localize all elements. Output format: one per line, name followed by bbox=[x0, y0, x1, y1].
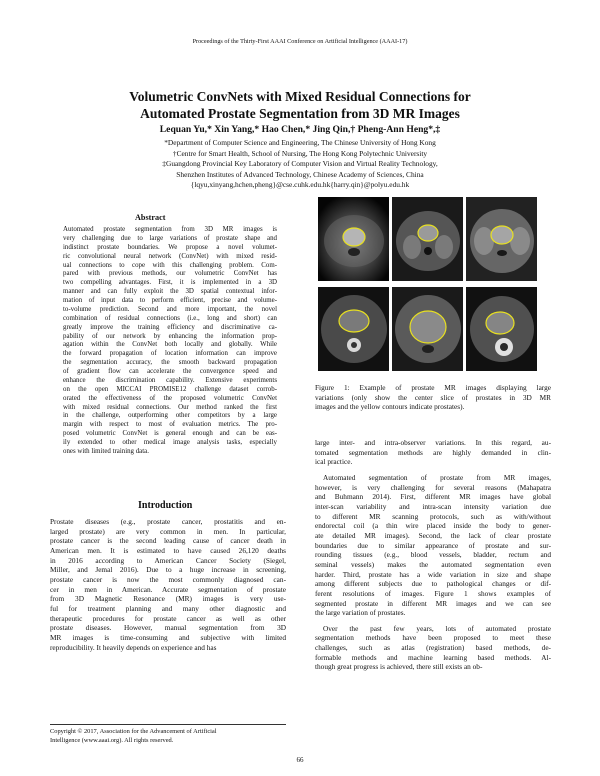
mr-image-1 bbox=[318, 197, 389, 281]
abstract-line: pability of our network by enhancing the information prop- bbox=[63, 332, 277, 340]
paragraph-line: seminal vessels) makes the automated segmentation even bbox=[315, 559, 551, 569]
intro-line: ful for treatment planning and many other diagnostic and bbox=[50, 603, 286, 613]
abstract-line: agation within the ConvNet both locally and globally. While bbox=[63, 341, 277, 349]
abstract-line: very challenging due to large variations of prostate shape and bbox=[63, 234, 277, 242]
copyright-line-1: Copyright © 2017, Association for the Advancement of Artificial bbox=[50, 728, 217, 735]
paragraph-line: Automated segmentation of prostate from MR images, bbox=[323, 472, 551, 482]
abstract-line: margin with respect to most of evaluation metrics. The pro- bbox=[63, 421, 277, 429]
abstract-line: greatly improve the training efficiency and discriminative ca- bbox=[63, 323, 277, 331]
affiliations bbox=[40, 138, 560, 191]
caption-line: variations (only show the center slice of prostates in 3D MR bbox=[315, 392, 551, 402]
introduction-body bbox=[50, 517, 286, 652]
mr-image-5 bbox=[392, 287, 463, 371]
intro-line: prostate cancer is the second leading cause of cancer death in bbox=[50, 536, 286, 546]
mr-image-2 bbox=[392, 197, 463, 281]
abstract-line: the forward propagation of location information can improve bbox=[63, 350, 277, 358]
abstract-line: manner and can fully exploit the 3D spatial contextual infor- bbox=[63, 288, 277, 296]
abstract-line: ual connections to cope with this challenging problem. Com- bbox=[63, 261, 277, 269]
intro-line: cer in men in American. Accurate segmentation of prostate bbox=[50, 584, 286, 594]
paragraph-line: ate detailed MR images). Second, the lack of clear prostate bbox=[315, 530, 551, 540]
paragraph-line: among different subjects due to pathological changes or dif- bbox=[315, 579, 551, 589]
paragraph-line: and Buhmann 2014). First, different MR images have global bbox=[315, 492, 551, 502]
title-line-2: Automated Prostate Segmentation from 3D MR Images bbox=[140, 106, 460, 121]
paragraph-line: challenges, such as atlas (registration) based methods, de- bbox=[315, 643, 551, 653]
paragraph-line: though great progress is achieved, there still exists an ob- bbox=[315, 662, 483, 672]
paragraph-line: boundaries due to similar appearance of prostate and sur- bbox=[315, 540, 551, 550]
authors: Lequan Yu,* Xin Yang,* Hao Chen,* Jing Qin,† Pheng-Ann Heng*,‡ bbox=[159, 124, 441, 135]
abstract-line: pared with previous methods, our volumetric ConvNet has bbox=[63, 270, 277, 278]
paragraph-line: endorectal coil (a thin wire placed inside the body to gener- bbox=[315, 521, 551, 531]
abstract-line: the segmentation accuracy, the smooth backward propagation bbox=[63, 359, 277, 367]
affiliation-3: ‡Guangdong Provincial Key Laboratory of Computer Vision and Virtual Reality Technology, bbox=[162, 159, 438, 169]
page-number: 66 bbox=[296, 756, 304, 764]
paragraph-line: the large variation of prostates. bbox=[315, 608, 406, 618]
intro-line: from 3D Magnetic Resonance (MR) images is very use- bbox=[50, 594, 286, 604]
intro-line: prostate diseases. However, manual segmentation from 3D bbox=[50, 623, 286, 633]
abstract-line: ones with limited training data. bbox=[63, 447, 149, 455]
paragraph-line: formable methods and machine learning based methods. Al- bbox=[315, 652, 551, 662]
affiliation-4: Shenzhen Institutes of Advanced Technology, Chinese Academy of Sciences, China bbox=[176, 169, 424, 179]
proceedings-header: Proceedings of the Thirty-First AAAI Conference on Artificial Intelligence (AAAI-17) bbox=[192, 38, 408, 45]
emails: {lqyu,xinyang,hchen,pheng}@cse.cuhk.edu.hk{harry.qin}@polyu.edu.hk bbox=[190, 180, 410, 190]
abstract-line: Automated prostate segmentation from 3D MR images is bbox=[63, 226, 277, 233]
figure-1-caption bbox=[315, 383, 551, 412]
abstract-line: two compelling advantages. First, it is implemented in a 3D bbox=[63, 279, 277, 287]
abstract-line: on the open MICCAI PROMISE12 challenge dataset corrob- bbox=[63, 385, 277, 393]
paragraph-line: segmentation methods have been proposed to meet these bbox=[315, 633, 551, 643]
introduction-heading: Introduction bbox=[138, 500, 193, 511]
paragraph-line: ical practice. bbox=[315, 457, 353, 467]
abstract-line: indistinct prostate boundaries. We propose a novel volumet- bbox=[63, 243, 277, 251]
intro-line: larged prostate) are very common in men. In particular, bbox=[50, 526, 286, 536]
paragraph-line: harder. Third, prostate has a wide variation in size and shape bbox=[315, 569, 551, 579]
copyright-notice bbox=[50, 728, 286, 745]
intro-line: Miller, and Jemal 2016). Due to a huge increase in screening, bbox=[50, 565, 286, 575]
abstract-line: enhance the discrimination capability. Extensive experiments bbox=[63, 376, 277, 384]
title-line-1: Volumetric ConvNets with Mixed Residual Connections for bbox=[129, 89, 471, 104]
intro-line: in 2016 according to American Cancer Society (Siegel, bbox=[50, 555, 286, 565]
abstract-body bbox=[63, 226, 277, 457]
paragraph-line: rounding tissues (e.g., blood vessels, bladder, rectum and bbox=[315, 550, 551, 560]
abstract-line: ily extended to other medical image analysis tasks, especially bbox=[63, 439, 277, 446]
paragraph-line: however, is very challenging for several reasons (Mahapatra bbox=[315, 482, 551, 492]
abstract-line: in the challenge, outperforming other competitors by a large bbox=[63, 412, 277, 420]
paragraph-line: tomated segmentation methods are highly demanded in clin- bbox=[315, 447, 551, 457]
paragraph-line: to different MR scanning protocols, such as with/without bbox=[315, 511, 551, 521]
caption-line: images and the yellow contours indicate prostates). bbox=[315, 402, 465, 412]
footnote-rule bbox=[50, 724, 286, 725]
abstract-heading: Abstract bbox=[135, 213, 166, 222]
mr-image-6 bbox=[466, 287, 537, 371]
intro-line: reproducibility. It heavily depends on experience and has bbox=[50, 642, 217, 652]
mr-image-4 bbox=[318, 287, 389, 371]
right-column-body bbox=[315, 438, 551, 672]
intro-line: MR images is time-consuming and subjective with limited bbox=[50, 632, 286, 642]
abstract-line: posed volumetric ConvNet is general enough and can be eas- bbox=[63, 430, 277, 438]
paragraph-line: inter-scan variability and intra-scan intensity variation due bbox=[315, 501, 551, 511]
affiliation-1: *Department of Computer Science and Engineering, The Chinese University of Hong Kong bbox=[164, 138, 436, 147]
abstract-line: mation of input data to perform efficient, precise and volume- bbox=[63, 297, 277, 304]
abstract-line: ric convolutional neural network (ConvNet) with mixed resid- bbox=[63, 252, 277, 260]
caption-line: Figure 1: Example of prostate MR images displaying large bbox=[315, 383, 551, 392]
paragraph-line: large inter- and intra-observer variations. In this regard, au- bbox=[315, 438, 551, 447]
abstract-line: with mixed residual connections. Our method ranked the first bbox=[63, 403, 277, 411]
intro-line: therapeutic procedures for prostate cancer as well as other bbox=[50, 613, 286, 623]
abstract-line: to-volume prediction. Second and more important, the novel bbox=[63, 305, 277, 313]
abstract-line: combination of residual connections (i.e., long and short) can bbox=[63, 314, 277, 322]
mr-image-3 bbox=[466, 197, 537, 281]
intro-line: prostate cancer is now the most commonly diagnosed can- bbox=[50, 574, 286, 584]
paragraph-line: segmented prostate in different MR images and we can see bbox=[315, 598, 551, 608]
paragraph-line: Over the past few years, lots of automated prostate bbox=[323, 623, 551, 633]
affiliation-2: †Centre for Smart Health, School of Nursing, The Hong Kong Polytechnic University bbox=[172, 148, 428, 158]
intro-line: Prostate diseases (e.g., prostate cancer, prostatitis and en- bbox=[50, 517, 286, 526]
copyright-line-2: Intelligence (www.aaai.org). All rights reserved. bbox=[50, 736, 174, 744]
intro-line: American men. It is estimated to have caused 26,120 deaths bbox=[50, 545, 286, 555]
paper-title bbox=[40, 88, 560, 122]
paragraph-line: ferent resolutions of images. Figure 1 shows examples of bbox=[315, 588, 551, 598]
abstract-line: orated the effectiveness of the proposed volumetric ConvNet bbox=[63, 394, 277, 402]
figure-1-mr-images bbox=[318, 197, 538, 374]
abstract-line: of gradient flow can accelerate the convergence speed and bbox=[63, 368, 277, 375]
